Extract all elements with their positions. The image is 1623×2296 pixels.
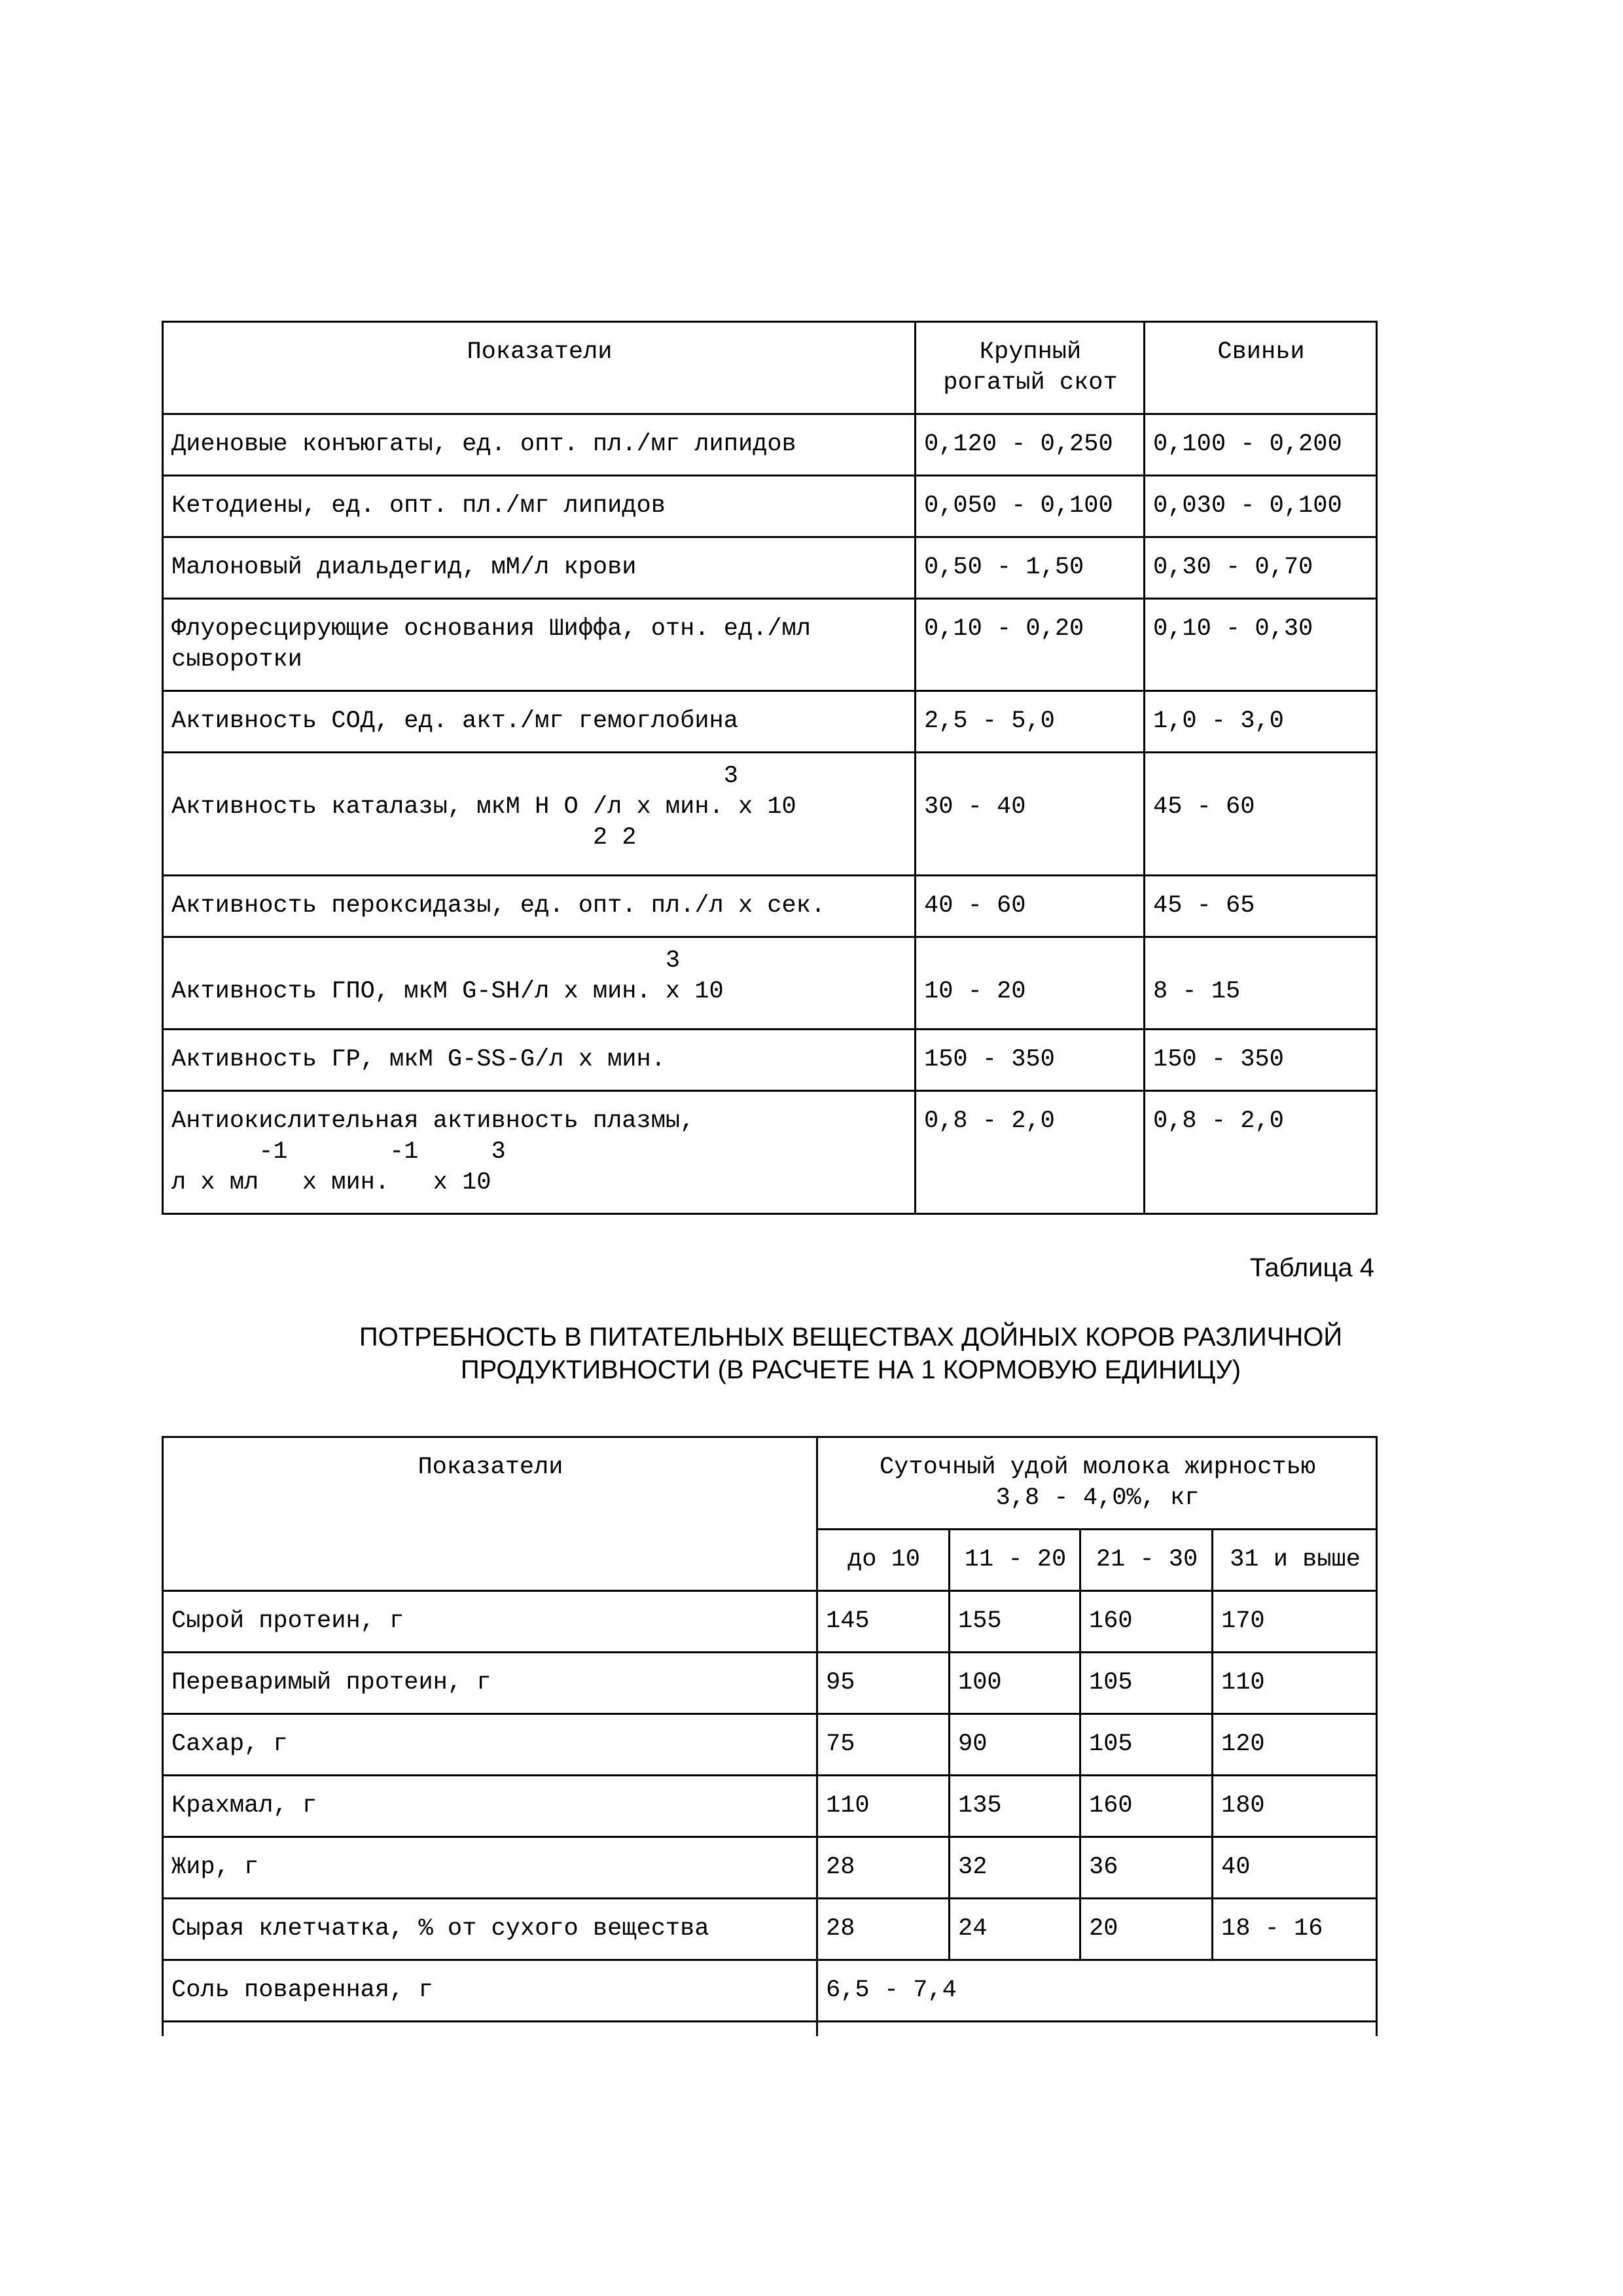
row-label: Антиокислительная активность плазмы, -1 -1 3 л х мл х мин. х 10 [163, 1091, 916, 1214]
cattle-value: 0,8 - 2,0 [916, 1091, 1145, 1214]
table-row [163, 1960, 1377, 2022]
table-number-label: Таблица 4 [1249, 1253, 1374, 1282]
header-milk-yield: Суточный удой молока жирностью 3,8 - 4,0%, кг [817, 1437, 1377, 1530]
pigs-value: 0,100 - 0,200 [1145, 414, 1377, 476]
cattle-value: 150 - 350 [916, 1030, 1145, 1091]
cattle-value: 0,120 - 0,250 [916, 414, 1145, 476]
cell-value: 110 [1213, 1653, 1377, 1714]
cell-value: 100 [950, 1653, 1080, 1714]
row-label: Соль поваренная, г [163, 1960, 817, 2022]
cattle-value: 40 - 60 [916, 876, 1145, 937]
cell-value: 32 [950, 1837, 1080, 1899]
subheader-yield: 21 - 30 [1080, 1530, 1213, 1591]
pigs-value: 8 - 15 [1145, 937, 1377, 1030]
cell-value: 145 [817, 1591, 950, 1653]
pigs-value: 0,30 - 0,70 [1145, 537, 1377, 599]
cell-value: 36 [1080, 1837, 1213, 1899]
row-label: Активность пероксидазы, ед. опт. пл./л х сек. [163, 876, 916, 937]
cell-value: 160 [1080, 1776, 1213, 1837]
row-label: Малоновый диальдегид, мМ/л крови [163, 537, 916, 599]
cattle-value: 0,50 - 1,50 [916, 537, 1145, 599]
cell-value: 110 [817, 1776, 950, 1837]
pigs-value: 150 - 350 [1145, 1030, 1377, 1091]
cell-value: 28 [817, 1837, 950, 1899]
table-row [163, 1714, 1377, 1776]
cell-value: 105 [1080, 1714, 1213, 1776]
row-label: Переваримый протеин, г [163, 1653, 817, 1714]
cell-value: 135 [950, 1776, 1080, 1837]
cattle-value: 10 - 20 [916, 937, 1145, 1030]
table-row [163, 876, 1377, 937]
nutrients-table [162, 1436, 1378, 2036]
cell-value: 75 [817, 1714, 950, 1776]
table-row [163, 1899, 1377, 1960]
pigs-value: 0,8 - 2,0 [1145, 1091, 1377, 1214]
row-label: Кетодиены, ед. опт. пл./мг липидов [163, 476, 916, 537]
cut-cell [817, 2022, 1377, 2036]
table-row [163, 937, 1377, 1030]
cell-value: 40 [1213, 1837, 1377, 1899]
table-row [163, 1591, 1377, 1653]
row-label: Сахар, г [163, 1714, 817, 1776]
cell-value: 155 [950, 1591, 1080, 1653]
table-row [163, 691, 1377, 753]
row-label: Сырая клетчатка, % от сухого вещества [163, 1899, 817, 1960]
row-label: 3 Активность каталазы, мкМ Н О /л х мин. х 10 2 2 [163, 753, 916, 876]
subheader-yield: до 10 [817, 1530, 950, 1591]
pigs-value: 45 - 65 [1145, 876, 1377, 937]
table-row [163, 1030, 1377, 1091]
cell-value: 170 [1213, 1591, 1377, 1653]
cell-value: 120 [1213, 1714, 1377, 1776]
pigs-value: 1,0 - 3,0 [1145, 691, 1377, 753]
row-label: Активность СОД, ед. акт./мг гемоглобина [163, 691, 916, 753]
row-label: Активность ГР, мкМ G-SS-G/л х мин. [163, 1030, 916, 1091]
header-indicators: Показатели [163, 322, 916, 414]
row-label: Диеновые конъюгаты, ед. опт. пл./мг липидов [163, 414, 916, 476]
pigs-value: 45 - 60 [1145, 753, 1377, 876]
table-row [163, 414, 1377, 476]
table-row [163, 1837, 1377, 1899]
cell-value: 6,5 - 7,4 [817, 1960, 1377, 2022]
row-label: Жир, г [163, 1837, 817, 1899]
row-label: Крахмал, г [163, 1776, 817, 1837]
cell-value: 180 [1213, 1776, 1377, 1837]
row-label: Сырой протеин, г [163, 1591, 817, 1653]
table-row [163, 599, 1377, 691]
cell-value: 95 [817, 1653, 950, 1714]
cell-value: 28 [817, 1899, 950, 1960]
table-row [163, 753, 1377, 876]
table-row [163, 537, 1377, 599]
table-row [163, 476, 1377, 537]
table-header-row [163, 322, 1377, 414]
cell-value: 160 [1080, 1591, 1213, 1653]
cut-cell [163, 2022, 817, 2036]
indicators-table [162, 321, 1378, 1215]
cattle-value: 2,5 - 5,0 [916, 691, 1145, 753]
row-label: Флуоресцирующие основания Шиффа, отн. ед./мл сыворотки [163, 599, 916, 691]
cattle-value: 0,10 - 0,20 [916, 599, 1145, 691]
table-row [163, 1653, 1377, 1714]
table-row [163, 1776, 1377, 1837]
header-indicators: Показатели [163, 1437, 817, 1591]
subheader-yield: 11 - 20 [950, 1530, 1080, 1591]
cell-value: 18 - 16 [1213, 1899, 1377, 1960]
header-pigs: Свиньи [1145, 322, 1377, 414]
cattle-value: 30 - 40 [916, 753, 1145, 876]
cell-value: 105 [1080, 1653, 1213, 1714]
table-header-row [163, 1437, 1377, 1530]
cell-value: 24 [950, 1899, 1080, 1960]
header-cattle: Крупный рогатый скот [916, 322, 1145, 414]
table-row [163, 1091, 1377, 1214]
subheader-yield: 31 и выше [1213, 1530, 1377, 1591]
cattle-value: 0,050 - 0,100 [916, 476, 1145, 537]
table-heading: ПОТРЕБНОСТЬ В ПИТАТЕЛЬНЫХ ВЕЩЕСТВАХ ДОЙНЫХ КОРОВ РАЗЛИЧНОЙ ПРОДУКТИВНОСТИ (В РАСЧЕТЕ НА 1 КОРМОВУЮ ЕДИНИЦУ) [359, 1323, 1343, 1384]
cell-value: 20 [1080, 1899, 1213, 1960]
cell-value: 90 [950, 1714, 1080, 1776]
table-row-cut [163, 2022, 1377, 2036]
pigs-value: 0,030 - 0,100 [1145, 476, 1377, 537]
pigs-value: 0,10 - 0,30 [1145, 599, 1377, 691]
row-label: 3 Активность ГПО, мкМ G-SH/л х мин. х 10 [163, 937, 916, 1030]
